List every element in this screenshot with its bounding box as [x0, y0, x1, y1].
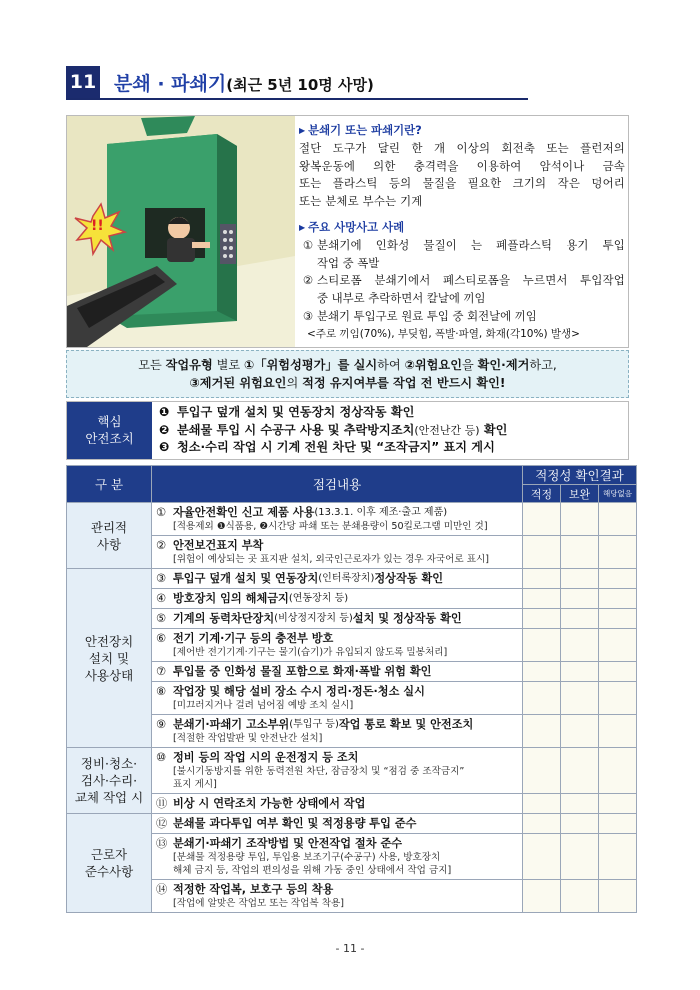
triangle-bullet-icon: ▶: [299, 126, 306, 135]
item-number: ④: [156, 592, 167, 605]
check-cell-na[interactable]: [599, 629, 637, 662]
check-item: [152, 662, 523, 682]
case-item: ① 분쇄기에 인화성 물질이 는 폐플라스틱 용기 투입 작업 중 폭발: [302, 237, 625, 270]
item-title: 비상 시 연락조치 가능한 상태에서 작업: [173, 797, 366, 810]
category-line: 검사·수리·: [80, 773, 138, 788]
category-cell: [67, 503, 152, 569]
check-cell-na[interactable]: [599, 589, 637, 609]
warning-mark: !!: [91, 218, 104, 234]
check-cell-ok[interactable]: [523, 536, 561, 569]
section-subtitle: (최근 5년 10명 사망): [226, 76, 374, 94]
category-line: 설치 및: [88, 650, 130, 666]
section-header: [66, 66, 528, 100]
check-item: [152, 682, 523, 715]
check-cell-supplement[interactable]: [561, 880, 599, 913]
check-cell-ok[interactable]: [523, 609, 561, 629]
check-cell-supplement[interactable]: [561, 589, 599, 609]
check-cell-ok[interactable]: [523, 834, 561, 880]
item-number: ⑫: [156, 817, 168, 830]
check-cell-supplement[interactable]: [561, 814, 599, 834]
item-title: 투입물 중 인화성 물질 포함으로 화재·폭발 위험 확인: [173, 665, 432, 678]
key-safety-measures: [66, 401, 629, 460]
category-line: 사용상태: [84, 667, 134, 683]
header-ok: 적정: [523, 485, 561, 503]
check-cell-ok[interactable]: [523, 503, 561, 536]
header-content: 점검내용: [152, 466, 523, 503]
definition-line: 또는 분체로 부수는 기계: [299, 194, 423, 209]
check-item: [152, 629, 523, 662]
cases-heading: ▶ 주요 사망사고 사례: [299, 219, 625, 237]
check-cell-ok[interactable]: [523, 880, 561, 913]
table-row: [67, 536, 637, 569]
check-cell-na[interactable]: [599, 715, 637, 748]
notice-line-2: ③제거된 위험요인의 적정 유지여부를 작업 전 반드시 확인!: [189, 376, 506, 390]
item-detail: [적절한 작업발판 및 안전난간 설치]: [173, 733, 323, 744]
check-cell-supplement[interactable]: [561, 662, 599, 682]
table-row: [67, 682, 637, 715]
item-title: 안전보건표지 부착: [173, 539, 264, 552]
check-cell-na[interactable]: [599, 834, 637, 880]
check-cell-ok[interactable]: [523, 814, 561, 834]
check-cell-na[interactable]: [599, 880, 637, 913]
item-detail: [불시기동방지를 위한 동력전원 차단, 잠금장치 및 “점검 중 조작금지”: [173, 766, 465, 777]
table-row: [67, 662, 637, 682]
check-item: [152, 834, 523, 880]
notice-line-1: 모든 작업유형 별로 ①「위험성평가」를 실시하여 ②위험요인을 확인·제거하고,: [138, 358, 557, 372]
category-cell: [67, 569, 152, 748]
item-detail: 해체 금지 등, 작업의 편의성을 위해 가동 중인 상태에서 작업 금지]: [173, 865, 452, 876]
key-measure-item: ❸ 청소·수리 작업 시 기계 전원 차단 및 “조작금지” 표지 게시: [159, 440, 495, 454]
checklist-table: [66, 465, 637, 913]
key-measure-item: ❷ 분쇄물 투입 시 수공구 사용 및 추락방지조치(안전난간 등) 확인: [159, 422, 508, 437]
check-cell-supplement[interactable]: [561, 682, 599, 715]
key-measures-list: [159, 404, 624, 457]
check-item: [152, 748, 523, 794]
check-cell-na[interactable]: [599, 794, 637, 814]
item-number: ⑬: [156, 837, 168, 850]
check-cell-supplement[interactable]: [561, 536, 599, 569]
item-title-tail: 설치 및 정상작동 확인: [352, 612, 462, 625]
category-line: 사항: [96, 536, 122, 552]
accident-stats-note: <주로 끼임(70%), 부딪힘, 폭발·파열, 화재(각10%) 발생>: [307, 327, 580, 340]
check-item: [152, 589, 523, 609]
check-cell-supplement[interactable]: [561, 715, 599, 748]
item-number: ②: [156, 539, 167, 552]
item-title: 투입구 덮개 설치 및 연동장치: [173, 572, 319, 585]
check-cell-na[interactable]: [599, 682, 637, 715]
item-number: ⑪: [156, 797, 168, 810]
item-detail: [적용제외 ❶식품용, ❷시간당 파쇄 또는 분쇄용량이 50킬로그램 미만인 것]: [173, 521, 488, 532]
check-cell-ok[interactable]: [523, 662, 561, 682]
check-cell-na[interactable]: [599, 814, 637, 834]
case-item: ② 스티로폼 분쇄기에서 폐스티로폼을 누르면서 투입작업 중 내부로 추락하면서 칼날에 끼임: [302, 273, 625, 306]
item-title-tail: 작업 통로 확보 및 안전조치: [338, 718, 474, 731]
item-number: ⑤: [156, 612, 167, 625]
check-cell-supplement[interactable]: [561, 748, 599, 794]
category-line: 관리적: [90, 519, 128, 535]
item-detail: 표지 게시]: [173, 779, 217, 790]
section-number: 11: [66, 66, 100, 98]
table-row: [67, 748, 637, 794]
table-row: [67, 569, 637, 589]
item-number: ⑥: [156, 632, 167, 645]
item-title: 자율안전확인 신고 제품 사용: [173, 506, 315, 519]
item-title: 적정한 작업복, 보호구 등의 착용: [173, 883, 334, 896]
category-line: 준수사항: [84, 864, 134, 879]
check-cell-supplement[interactable]: [561, 569, 599, 589]
category-line: 근로자: [90, 847, 128, 862]
case-item: ③ 분쇄기 투입구로 원료 투입 중 회전날에 끼임: [302, 308, 537, 323]
item-title: 작업장 및 해당 설비 장소 수시 정리·정돈·청소 실시: [173, 685, 425, 698]
item-title: 방호장치 임의 해체금지: [173, 592, 289, 605]
check-item: [152, 536, 523, 569]
check-cell-na[interactable]: [599, 569, 637, 589]
check-cell-supplement[interactable]: [561, 834, 599, 880]
definition-heading: ▶ 분쇄기 또는 파쇄기란?: [299, 122, 625, 140]
definition-line: 절단 도구가 달린 한 개 이상의 회전축 또는 플런저의: [299, 140, 625, 155]
category-line: 정비·청소·: [80, 756, 138, 771]
key-measures-label: 핵심 안전조치: [67, 402, 152, 459]
check-item: [152, 609, 523, 629]
key-measure-item: ❶ 투입구 덮개 설치 및 연동장치 정상작동 확인: [159, 405, 415, 419]
check-cell-ok[interactable]: [523, 794, 561, 814]
table-row: [67, 814, 637, 834]
check-item: [152, 503, 523, 536]
triangle-bullet-icon: ▶: [299, 222, 306, 232]
item-detail: [작업에 알맞은 작업모 또는 작업복 착용]: [173, 898, 345, 909]
header-category: 구 분: [67, 466, 152, 503]
item-note: (연동장치 등): [288, 593, 349, 604]
item-detail: [제어반 전기기계·기구는 물기(습기)가 유입되지 않도록 밀봉처리]: [173, 647, 448, 658]
item-title: 정비 등의 작업 시의 운전정지 등 조치: [173, 751, 359, 764]
intro-text: [299, 122, 625, 344]
item-detail: [분쇄물 적정용량 투입, 투입용 보조기구(수공구) 사용, 방호장치: [173, 852, 441, 863]
check-item: [152, 715, 523, 748]
check-cell-na[interactable]: [599, 536, 637, 569]
check-cell-ok[interactable]: [523, 748, 561, 794]
item-title: 전기 기계·기구 등의 충전부 방호: [173, 632, 334, 645]
check-cell-ok[interactable]: [523, 682, 561, 715]
check-cell-ok[interactable]: [523, 715, 561, 748]
item-number: ⑧: [156, 685, 167, 698]
check-cell-supplement[interactable]: [561, 629, 599, 662]
item-number: ⑩: [156, 751, 167, 764]
check-item: [152, 880, 523, 913]
item-detail: [위험이 예상되는 곳 표지판 설치, 외국인근로자가 있는 경우 자국어로 표시]: [173, 554, 490, 565]
item-title: 분쇄물 과다투입 여부 확인 및 적정용량 투입 준수: [173, 817, 417, 830]
item-note: (13.3.1. 이후 제조·출고 제품): [314, 507, 448, 518]
check-cell-ok[interactable]: [523, 589, 561, 609]
check-cell-na[interactable]: [599, 503, 637, 536]
section-title: 분쇄 · 파쇄기(최근 5년 10명 사망): [114, 73, 374, 95]
definition-line: 왕복운동에 의한 충격력을 이용하여 암석이나 금속: [299, 158, 625, 173]
intro-box: [66, 115, 629, 348]
category-cell: [67, 748, 152, 814]
check-item: [152, 794, 523, 814]
item-number: ⑭: [156, 883, 168, 896]
item-title: 기계의 동력차단장치: [173, 612, 275, 625]
item-detail: [미끄러지거나 걸려 넘어짐 예방 조치 실시]: [173, 700, 354, 711]
check-cell-supplement[interactable]: [561, 609, 599, 629]
check-cell-supplement[interactable]: [561, 794, 599, 814]
item-note: (비상정지장치 등): [274, 613, 353, 624]
category-line: 안전장치: [84, 633, 134, 649]
item-title: 분쇄기·파쇄기 조작방법 및 안전작업 절차 준수: [173, 837, 403, 850]
table-row: [67, 715, 637, 748]
check-cell-na[interactable]: [599, 609, 637, 629]
category-line: 교체 작업 시: [74, 790, 144, 805]
table-row: [67, 834, 637, 880]
check-item: [152, 569, 523, 589]
table-row: [67, 503, 637, 536]
item-note: (투입구 등): [289, 719, 339, 730]
table-row: [67, 880, 637, 913]
category-cell: [67, 814, 152, 913]
item-note: (인터록장치): [318, 573, 375, 584]
check-cell-na[interactable]: [599, 748, 637, 794]
check-cell-na[interactable]: [599, 662, 637, 682]
page-number: - 11 -: [335, 942, 365, 955]
check-cell-ok[interactable]: [523, 629, 561, 662]
table-row: [67, 794, 637, 814]
header-result: 적정성 확인결과: [523, 466, 637, 485]
table-row: [67, 589, 637, 609]
definition-line: 또는 플라스틱 등의 물질을 필요한 크기의 작은 덩어리: [299, 176, 625, 191]
item-number: ③: [156, 572, 167, 585]
check-cell-supplement[interactable]: [561, 503, 599, 536]
header-supplement: 보완: [561, 485, 599, 503]
check-cell-ok[interactable]: [523, 569, 561, 589]
check-item: [152, 814, 523, 834]
header-na: 해당없음: [599, 485, 637, 503]
item-number: ⑦: [156, 665, 167, 678]
item-number: ⑨: [156, 718, 167, 731]
notice-box: [66, 350, 629, 398]
table-row: [67, 609, 637, 629]
item-title-tail: 정상작동 확인: [374, 572, 444, 585]
table-row: [67, 629, 637, 662]
item-title: 분쇄기·파쇄기 고소부위: [173, 718, 290, 731]
item-number: ①: [156, 506, 167, 519]
